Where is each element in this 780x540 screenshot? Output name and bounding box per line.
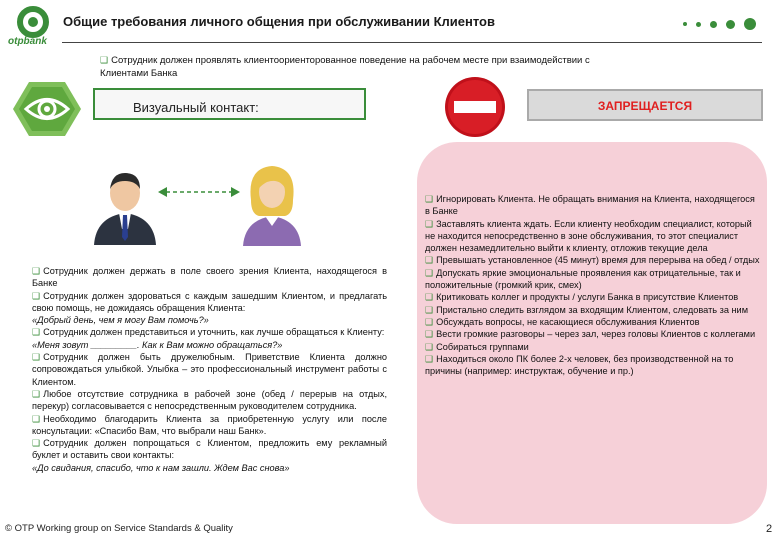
bullet-icon: ❑ xyxy=(32,388,41,399)
bullet-icon: ❑ xyxy=(32,352,41,363)
bullet-icon: ❑ xyxy=(425,194,434,204)
list-item-quote: «Добрый день, чем я могу Вам помочь?» xyxy=(32,315,209,326)
prohibited-label: ЗАПРЕЩАЕТСЯ xyxy=(527,89,763,121)
list-item: ❑ Находиться около ПК более 2-х человек, без производственной на то причины (например: инструктаж, обучение и пр.) xyxy=(425,353,734,377)
bullet-icon: ❑ xyxy=(425,304,434,315)
bullet-icon: ❑ xyxy=(425,316,434,327)
bullet-icon: ❑ xyxy=(32,438,41,449)
bullet-icon: ❑ xyxy=(425,255,434,266)
visual-contact-label: Визуальный контакт: xyxy=(93,88,366,120)
intro-text: ❑ Сотрудник должен проявлять клиентоориенторованное поведение на рабочем месте при взаимодействии с Клиентами Банка xyxy=(100,55,590,79)
footer-copyright: © OTP Working group on Service Standards & Quality xyxy=(5,523,233,534)
list-item: ❑ Превышать установленное (45 минут) время для перерыва на обед / отдых xyxy=(425,255,760,266)
no-entry-icon xyxy=(444,76,506,138)
man-icon xyxy=(90,165,160,245)
eye-icon xyxy=(12,80,82,138)
list-item: ❑ Допускать яркие эмоциональные проявления как отрицательные, так и положительные (громкий крик, смех) xyxy=(425,267,741,291)
list-item: ❑ Сотрудник должен быть дружелюбным. Приветствие Клиента должно сопровождаться улыбкой. Улыбка – это профессиональный инструмент работы с Клиентом. xyxy=(32,352,387,387)
list-item: ❑ Игнорировать Клиента. Не обращать внимания на Клиента, находящегося в Банке xyxy=(425,194,755,217)
bullet-icon: ❑ xyxy=(425,329,434,340)
list-item: ❑ Вести громкие разговоры – через зал, через головы Клиентов с коллегами xyxy=(425,329,756,340)
bullet-icon: ❑ xyxy=(425,267,434,278)
list-item: ❑ Любое отсутствие сотрудника в рабочей зоне (обед / перерыв на отдых, перекур) согласовывается с непосредственным руководителем сотрудника. xyxy=(32,388,387,412)
double-arrow-icon xyxy=(158,186,240,198)
list-item: ❑ Заставлять клиента ждать. Если клиенту необходим специалист, который не находится непосредственно в зоне обслуживания, то этот специалист должен незамедлительно выйти к клиенту, отложив текущие дела xyxy=(425,218,752,254)
woman-icon xyxy=(237,160,307,246)
bullet-icon: ❑ xyxy=(32,327,41,338)
list-item-quote: «Меня зовут _________. Как к Вам можно обращаться?» xyxy=(32,339,283,350)
bullet-icon: ❑ xyxy=(32,413,41,424)
list-item: ❑ Обсуждать вопросы, не касающиеся обслуживания Клиентов xyxy=(425,316,700,327)
list-item: ❑ Пристально следить взглядом за входящим Клиентом, следовать за ним xyxy=(425,304,749,315)
list-item: ❑ Сотрудник должен представиться и уточнить, как лучше обращаться к Клиенту: xyxy=(32,327,385,338)
page-title: Общие требования личного общения при обслуживании Клиентов xyxy=(63,14,495,29)
page-number: 2 xyxy=(766,523,773,535)
bullet-icon: ❑ xyxy=(425,341,434,352)
list-item: ❑ Сотрудник должен держать в поле своего зрения Клиента, находящегося в Банке xyxy=(32,266,387,289)
list-item-quote: «До свидания, спасибо, что к нам зашли. Ждем Вас снова» xyxy=(32,462,290,473)
prohibitions-list xyxy=(425,193,761,377)
requirements-list xyxy=(32,265,387,474)
title-divider xyxy=(62,42,762,43)
list-item: ❑ Сотрудник должен попрощаться с Клиентом, предложить ему рекламный буклет и оставить свои контакты: xyxy=(32,438,387,461)
logo-text: otpbank xyxy=(8,36,47,47)
bullet-icon: ❑ xyxy=(425,353,434,364)
bullet-icon: ❑ xyxy=(100,55,109,65)
list-item: ❑ Собираться группами xyxy=(425,341,529,352)
bullet-icon: ❑ xyxy=(32,290,41,301)
list-item: ❑ Сотрудник должен здороваться с каждым зашедшим Клиентом, и предлагать свою помощь, не дожидаясь обращения Клиента: xyxy=(32,290,387,313)
list-item: ❑ Критиковать коллег и продукты / услуги Банка в присутствие Клиентов xyxy=(425,292,739,303)
decorative-dots xyxy=(683,18,756,30)
bullet-icon: ❑ xyxy=(425,292,434,303)
bullet-icon: ❑ xyxy=(32,266,41,276)
bullet-icon: ❑ xyxy=(425,218,434,229)
list-item: ❑ Необходимо благодарить Клиента за приобретенную услугу или после консультации: «Спасибо Вам, что выбрали наш Банк». xyxy=(32,413,387,436)
